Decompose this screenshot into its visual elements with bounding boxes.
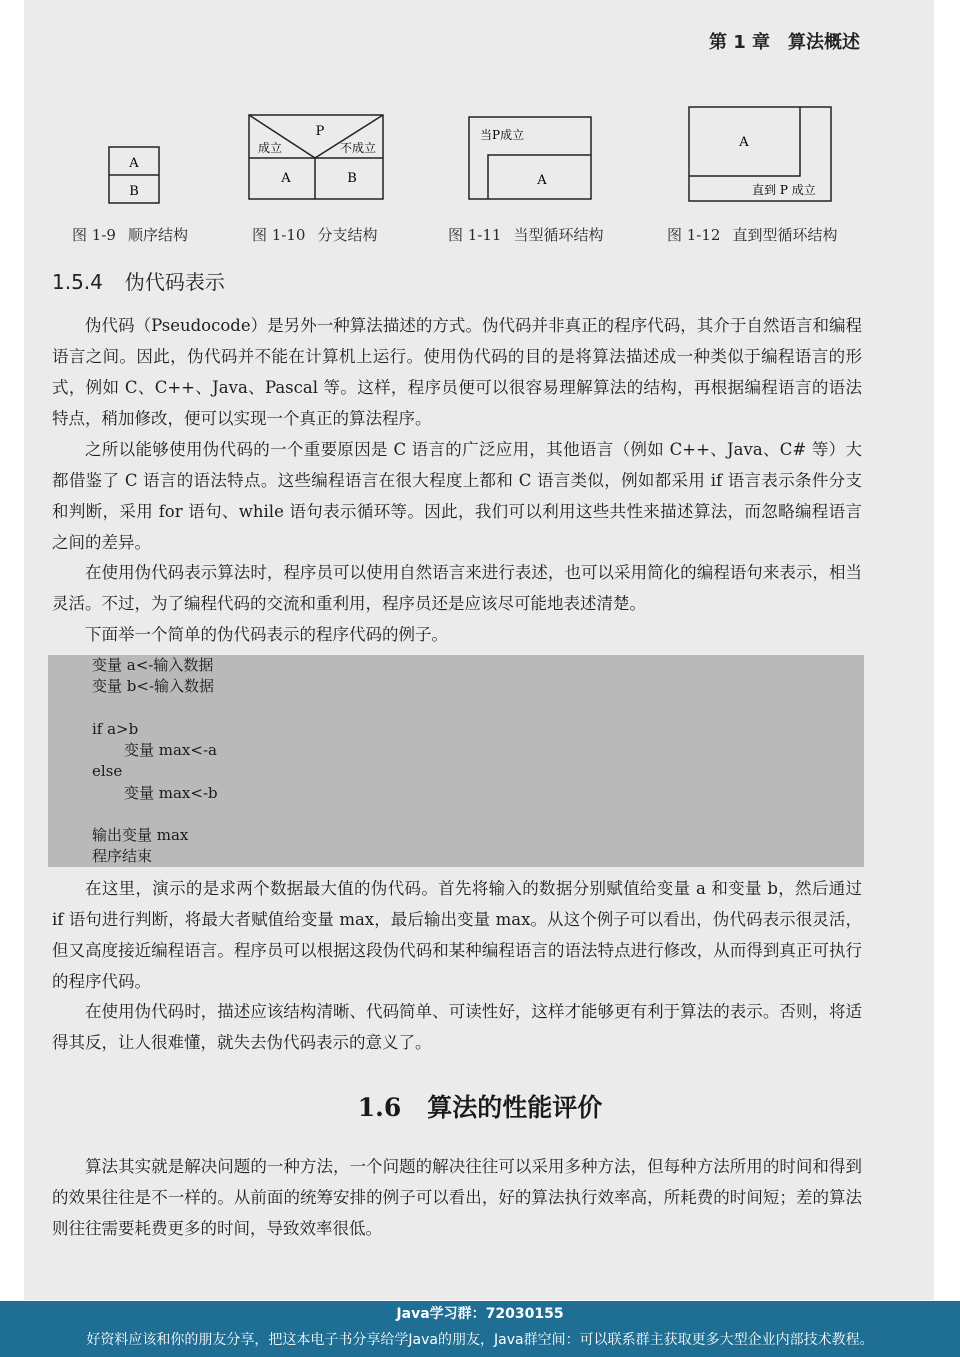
fig12-title: 直到型循环结构 <box>732 226 838 244</box>
chapter-header <box>709 28 860 54</box>
fig10-caption <box>252 224 377 245</box>
fig9-caption <box>72 224 188 245</box>
code-line: 程序结束 <box>92 847 153 865</box>
fig11-title: 当型循环结构 <box>513 226 604 244</box>
figure-while-loop-structure <box>468 116 594 202</box>
section-title: 伪代码表示 <box>124 270 225 294</box>
code-line: 变量 max<-a <box>124 741 217 759</box>
fig12-cond: 直到 P 成立 <box>752 183 816 197</box>
code-line: if a>b <box>92 720 139 738</box>
figure-sequence-structure <box>108 146 162 206</box>
fig10-box-a: A <box>281 171 291 186</box>
fig9-box-a: A <box>129 156 139 171</box>
code-line: else <box>92 762 123 780</box>
fig11-caption <box>448 224 603 245</box>
footer-banner <box>0 1301 960 1357</box>
fig11-box-a: A <box>537 173 547 188</box>
fig10-yes-label: 成立 <box>258 141 283 155</box>
fig12-caption <box>667 224 837 245</box>
fig11-number: 图 1-11 <box>448 226 502 244</box>
section-heading-1-5-4 <box>52 266 225 295</box>
paragraph: 在使用伪代码表示算法时，程序员可以使用自然语言来进行表述，也可以采用简化的编程语句来表示，相当灵活。不过，为了编程代码的交流和重利用，程序员还是应该尽可能地表述清楚。 <box>52 563 862 613</box>
code-line: 变量 b<-输入数据 <box>92 677 215 695</box>
code-line: 输出变量 max <box>92 826 189 844</box>
paragraph: 在这里，演示的是求两个数据最大值的伪代码。首先将输入的数据分别赋值给变量 a 和变量 b，然后通过 if 语句进行判断，将最大者赋值给变量 max，最后输出变量 max。从这个例子可以看出，伪代码表示很灵活，但又高度接近编程语言。程序员可以根据这段伪代码和某种编程语言的语法特点进行修改，从而得到真正可执行的程序代码。 <box>52 879 862 991</box>
fig12-number: 图 1-12 <box>667 226 721 244</box>
footer-share-note: 好资料应该和你的朋友分享，把这本电子书分享给学Java的朋友，Java群空间：可以联系群主获取更多大型企业内部技术教程。 <box>86 1332 874 1348</box>
section-title: 算法的性能评价 <box>427 1093 603 1122</box>
pseudocode-block <box>48 655 864 867</box>
fig9-box-b: B <box>129 184 139 199</box>
section-heading-1-6 <box>0 1088 960 1124</box>
paragraph: 之所以能够使用伪代码的一个重要原因是 C 语言的广泛应用，其他语言（例如 C++、Java、C# 等）大都借鉴了 C 语言的语法特点。这些编程语言在很大程度上都和 C 语言类似，例如都采用 if 语言表示条件分支和判断，采用 for 语句、while 语句表示循环等。因此，我们可以利用这些共性来描述算法，而忽略编程语言之间的差异。 <box>52 440 862 552</box>
chapter-title: 算法概述 <box>788 32 860 53</box>
fig10-cond: P <box>315 124 325 139</box>
fig10-no-label: 不成立 <box>340 141 377 155</box>
fig9-number: 图 1-9 <box>72 226 116 244</box>
fig10-box-b: B <box>347 171 357 186</box>
fig9-title: 顺序结构 <box>127 226 188 244</box>
paragraph: 伪代码（Pseudocode）是另外一种算法描述的方式。伪代码并非真正的程序代码，其介于自然语言和编程语言之间。因此，伪代码并不能在计算机上运行。使用伪代码的目的是将算法描述成一种类似于编程语言的形式，例如 C、C++、Java、Pascal 等。这样，程序员便可以很容易理解算法的结构，再根据编程语言的语法特点，稍加修改，便可以实现一个真正的算法程序。 <box>52 316 862 428</box>
chapter-number: 第 1 章 <box>708 32 770 53</box>
paragraph: 下面举一个简单的伪代码表示的程序代码的例子。 <box>85 625 448 644</box>
paragraph: 算法其实就是解决问题的一种方法，一个问题的解决往往可以采用多种方法，但每种方法所用的时间和得到的效果往往是不一样的。从前面的统筹安排的例子可以看出，好的算法执行效率高，所耗费的时间短；差的算法则往往需要耗费更多的时间，导致效率很低。 <box>52 1157 862 1238</box>
section-number: 1.5.4 <box>52 270 103 294</box>
code-line: 变量 max<-b <box>124 784 218 802</box>
section-number: 1.6 <box>357 1093 402 1122</box>
fig10-number: 图 1-10 <box>252 226 306 244</box>
paragraph: 在使用伪代码时，描述应该结构清晰、代码简单、可读性好，这样才能够更有利于算法的表示。否则，将适得其反，让人很难懂，就失去伪代码表示的意义了。 <box>52 1002 862 1052</box>
code-line: 变量 a<-输入数据 <box>92 656 214 674</box>
figure-until-loop-structure <box>688 106 834 204</box>
figure-branch-structure <box>248 114 386 202</box>
fig10-title: 分支结构 <box>317 226 378 244</box>
fig12-box-a: A <box>739 135 749 150</box>
footer-group-number: Java学习群：72030155 <box>396 1306 564 1322</box>
fig11-cond: 当P成立 <box>480 128 525 142</box>
